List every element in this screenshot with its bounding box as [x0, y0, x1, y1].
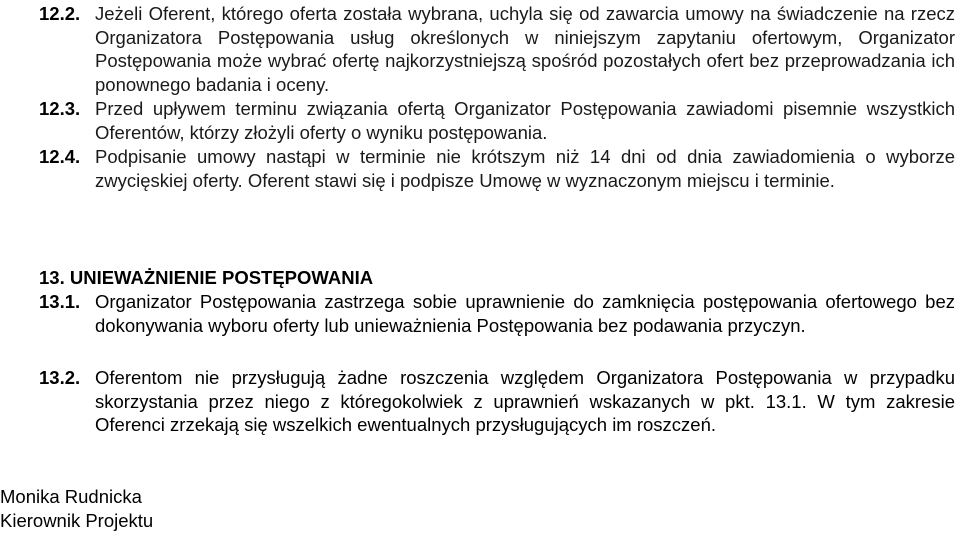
- clause-number: 13.2.: [39, 367, 81, 388]
- clause-number: 13.1.: [39, 291, 81, 312]
- clause-text: Podpisanie umowy nastąpi w terminie nie krótszym niż 14 dni od dnia zawiadomienia o wyborze zwycięskiej oferty. Oferent stawi się i podpisze Umowę w wyznaczonym miejscu i terminie.: [95, 146, 955, 191]
- clause-text: Organizator Postępowania zastrzega sobie uprawnienie do zamknięcia postępowania ofertowego bez dokonywania wyboru oferty lub unieważnienia Postępowania bez podawania przyczyn.: [95, 291, 955, 336]
- clause-text: Przed upływem terminu związania ofertą Organizator Postępowania zawiadomi pisemnie wszystkich Oferentów, którzy złożyli oferty o wyniku postępowania.: [95, 98, 955, 143]
- clause-12-4: [39, 145, 955, 192]
- signature-name: Monika Rudnicka: [0, 486, 142, 507]
- clause-12-2: [39, 2, 955, 96]
- clause-text: Jeżeli Oferent, którego oferta została wybrana, uchyla się od zawarcia umowy na świadczenie na rzecz Organizatora Postępowania usług określonych w niniejszym zapytaniu ofertowym, Organizator Postępowania może wybrać ofertę najkorzystniejszą spośród pozostałych ofert bez przeprowadzania ich ponownego badania i oceny.: [95, 3, 955, 95]
- signature-title: Kierownik Projektu: [0, 510, 154, 531]
- clause-number: 12.4.: [39, 146, 81, 167]
- clause-number: 12.3.: [39, 98, 81, 119]
- section-heading: 13. UNIEWAŻNIENIE POSTĘPOWANIA: [39, 267, 374, 288]
- clause-text: Oferentom nie przysługują żadne roszczenia względem Organizatora Postępowania w przypadku skorzystania przez niego z któregokolwiek z uprawnień wskazanych w pkt. 13.1. W tym zakresie Oferenci zrzekają się wszelkich ewentualnych przysługujących im roszczeń.: [95, 367, 955, 435]
- clause-12-3: [39, 97, 955, 144]
- clause-13-2: [39, 366, 955, 437]
- clause-13-1: [39, 290, 955, 337]
- clause-number: 12.2.: [39, 3, 81, 24]
